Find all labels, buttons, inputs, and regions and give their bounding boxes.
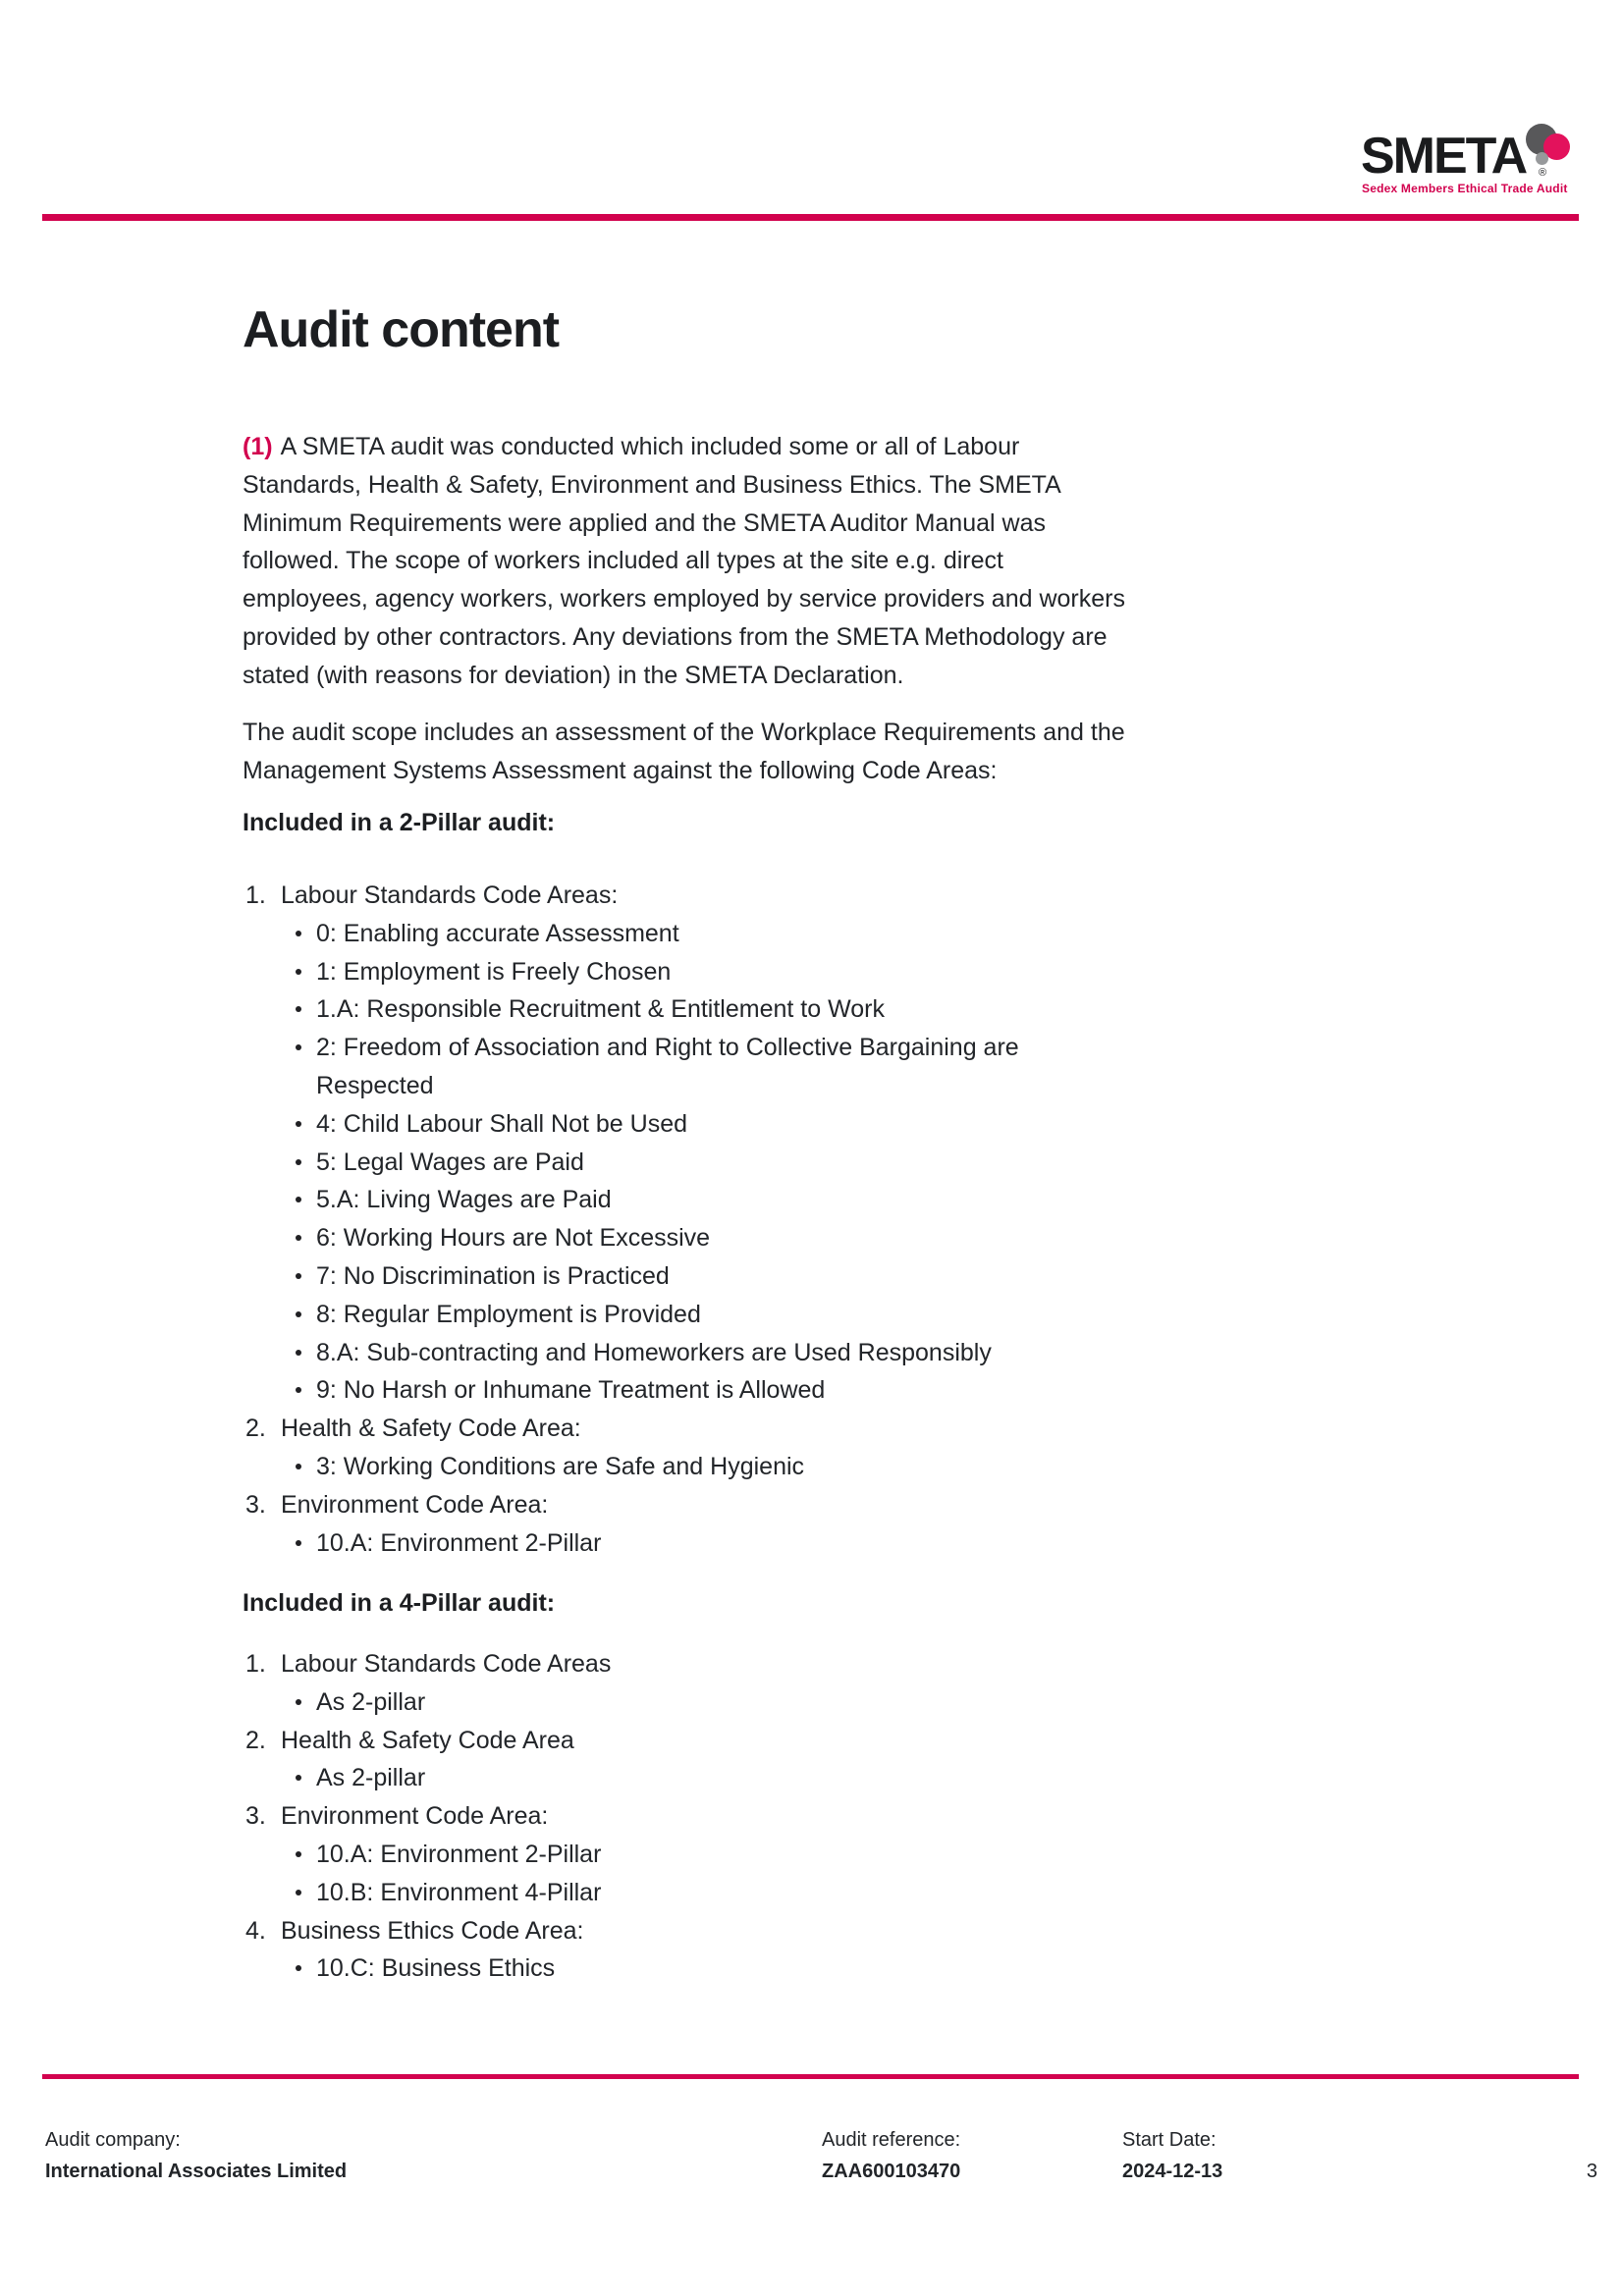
list-item — [243, 1410, 1323, 1448]
list-item-text: 0: Enabling accurate Assessment — [316, 919, 679, 947]
page-title: Audit content — [243, 301, 560, 358]
bullet-icon — [296, 1890, 301, 1896]
list-number: 3. — [245, 1490, 266, 1519]
audit-company-value: International Associates Limited — [45, 2161, 348, 2182]
footer-audit-company — [45, 2124, 347, 2187]
smeta-logo-tagline: Sedex Members Ethical Trade Audit — [1362, 182, 1568, 195]
list-item — [243, 990, 1323, 1029]
list-item — [243, 1334, 1323, 1372]
list-item-text: 10.C: Business Ethics — [316, 1954, 556, 1983]
paragraph-line: stated (with reasons for deviation) in the SMETA Declaration. — [243, 661, 904, 689]
list-number: 1. — [245, 881, 266, 909]
list-item — [243, 1912, 1323, 1950]
list-item — [243, 1181, 1323, 1219]
four-pillar-heading: Included in a 4-Pillar audit: — [243, 1589, 556, 1617]
list-item-text: 3: Working Conditions are Safe and Hygienic — [316, 1452, 805, 1480]
footer-start-date — [1122, 2124, 1222, 2187]
logo-dot-light-gray-icon — [1536, 152, 1548, 165]
bullet-icon — [296, 1159, 301, 1165]
bullet-icon — [296, 969, 301, 975]
list-item-text: As 2-pillar — [316, 1687, 426, 1716]
list-item — [243, 1144, 1323, 1182]
bullet-icon — [296, 1775, 301, 1781]
two-pillar-heading: Included in a 2-Pillar audit: — [243, 809, 556, 836]
list-item — [243, 1029, 1323, 1067]
list-item — [243, 953, 1323, 991]
start-date-label: Start Date: — [1122, 2129, 1217, 2151]
list-item — [243, 915, 1323, 953]
list-item — [243, 1371, 1323, 1410]
list-number: 1. — [245, 1650, 266, 1678]
clause-number: (1) — [243, 433, 273, 460]
paragraph-line: Management Systems Assessment against the following Code Areas: — [243, 756, 998, 784]
audit-company-label: Audit company: — [45, 2129, 181, 2151]
list-item-text: Health & Safety Code Area: — [281, 1415, 581, 1443]
paragraph-line: provided by other contractors. Any deviations from the SMETA Methodology are — [243, 622, 1108, 651]
list-item-text: 10.B: Environment 4-Pillar — [316, 1878, 602, 1906]
smeta-logo-wordmark: SMETA — [1361, 128, 1527, 185]
list-number: 2. — [245, 1726, 266, 1754]
list-item-text: 8: Regular Employment is Provided — [316, 1300, 701, 1328]
bullet-icon — [296, 1540, 301, 1546]
footer-divider — [42, 2074, 1579, 2079]
paragraph-line — [243, 428, 1283, 466]
list-item — [243, 1797, 1323, 1836]
list-item — [243, 1836, 1323, 1874]
registered-trademark-icon: ® — [1539, 167, 1547, 179]
start-date-value: 2024-12-13 — [1122, 2161, 1223, 2182]
list-item-text: Business Ethics Code Area: — [281, 1916, 584, 1945]
list-item-text: 2: Freedom of Association and Right to Collective Bargaining are — [316, 1034, 1019, 1062]
paragraph-line: Standards, Health & Safety, Environment and Business Ethics. The SMETA — [243, 470, 1061, 499]
paragraph-line: The audit scope includes an assessment of the Workplace Requirements and the — [243, 719, 1125, 746]
list-item — [243, 1296, 1323, 1334]
header-divider — [42, 214, 1579, 221]
list-item-text: 9: No Harsh or Inhumane Treatment is Allowed — [316, 1376, 826, 1405]
two-pillar-list — [243, 877, 1323, 1562]
bullet-icon — [296, 1235, 301, 1241]
list-item — [243, 1949, 1323, 1988]
list-item-text: Respected — [316, 1071, 434, 1099]
list-number: 3. — [245, 1802, 266, 1831]
list-item — [243, 1645, 1323, 1683]
bullet-icon — [296, 1311, 301, 1317]
list-item-text: 8.A: Sub-contracting and Homeworkers are Used Responsibly — [316, 1338, 992, 1366]
list-item — [243, 1874, 1323, 1912]
scope-paragraph — [243, 714, 1283, 790]
list-item-text: 4: Child Labour Shall Not be Used — [316, 1109, 688, 1138]
bullet-icon — [296, 1044, 301, 1050]
list-item — [243, 1105, 1323, 1144]
list-item-text: 7: No Discrimination is Practiced — [316, 1261, 670, 1290]
bullet-icon — [296, 1851, 301, 1857]
bullet-icon — [296, 1006, 301, 1012]
list-item — [243, 1722, 1323, 1760]
intro-paragraph — [243, 428, 1283, 695]
paragraph-line: Minimum Requirements were applied and the SMETA Auditor Manual was — [243, 508, 1046, 537]
list-item — [243, 1683, 1323, 1722]
list-item — [243, 1448, 1323, 1486]
bullet-icon — [296, 1197, 301, 1202]
bullet-icon — [296, 931, 301, 936]
four-pillar-list — [243, 1645, 1323, 1988]
list-item-text: Labour Standards Code Areas — [281, 1650, 612, 1678]
bullet-icon — [296, 1699, 301, 1705]
list-item-text: Health & Safety Code Area — [281, 1726, 574, 1754]
list-item-text: 6: Working Hours are Not Excessive — [316, 1224, 711, 1253]
paragraph-line: employees, agency workers, workers employed by service providers and workers — [243, 585, 1125, 614]
list-item-text: 10.A: Environment 2-Pillar — [316, 1528, 602, 1557]
bullet-icon — [296, 1387, 301, 1393]
list-number: 2. — [245, 1415, 266, 1443]
bullet-icon — [296, 1273, 301, 1279]
audit-reference-label: Audit reference: — [822, 2129, 961, 2151]
footer-audit-reference — [822, 2124, 960, 2187]
bullet-icon — [296, 1965, 301, 1971]
list-item — [243, 1486, 1323, 1524]
list-item — [243, 1219, 1323, 1257]
paragraph-line: followed. The scope of workers included all types at the site e.g. direct — [243, 547, 1003, 575]
list-item — [243, 1759, 1323, 1797]
list-item-text: 5.A: Living Wages are Paid — [316, 1186, 612, 1214]
list-item-text: 10.A: Environment 2-Pillar — [316, 1840, 602, 1868]
paragraph-text: A SMETA audit was conducted which included some or all of Labour — [280, 433, 1020, 460]
audit-reference-value: ZAA600103470 — [822, 2161, 961, 2182]
list-item-text: As 2-pillar — [316, 1764, 426, 1792]
list-item-text: Environment Code Area: — [281, 1490, 549, 1519]
list-item — [243, 1524, 1323, 1563]
page-number: 3 — [1586, 2161, 1597, 2182]
list-item-text: Labour Standards Code Areas: — [281, 881, 619, 909]
list-number: 4. — [245, 1916, 266, 1945]
list-item-text: 1.A: Responsible Recruitment & Entitlement to Work — [316, 995, 885, 1024]
list-item-text: 5: Legal Wages are Paid — [316, 1148, 584, 1176]
list-item-text: Environment Code Area: — [281, 1802, 549, 1831]
list-item-text: 1: Employment is Freely Chosen — [316, 957, 672, 986]
list-item — [243, 1257, 1323, 1296]
bullet-icon — [296, 1350, 301, 1356]
bullet-icon — [296, 1121, 301, 1127]
bullet-icon — [296, 1464, 301, 1469]
list-item — [243, 1067, 1323, 1105]
list-item — [243, 877, 1323, 915]
